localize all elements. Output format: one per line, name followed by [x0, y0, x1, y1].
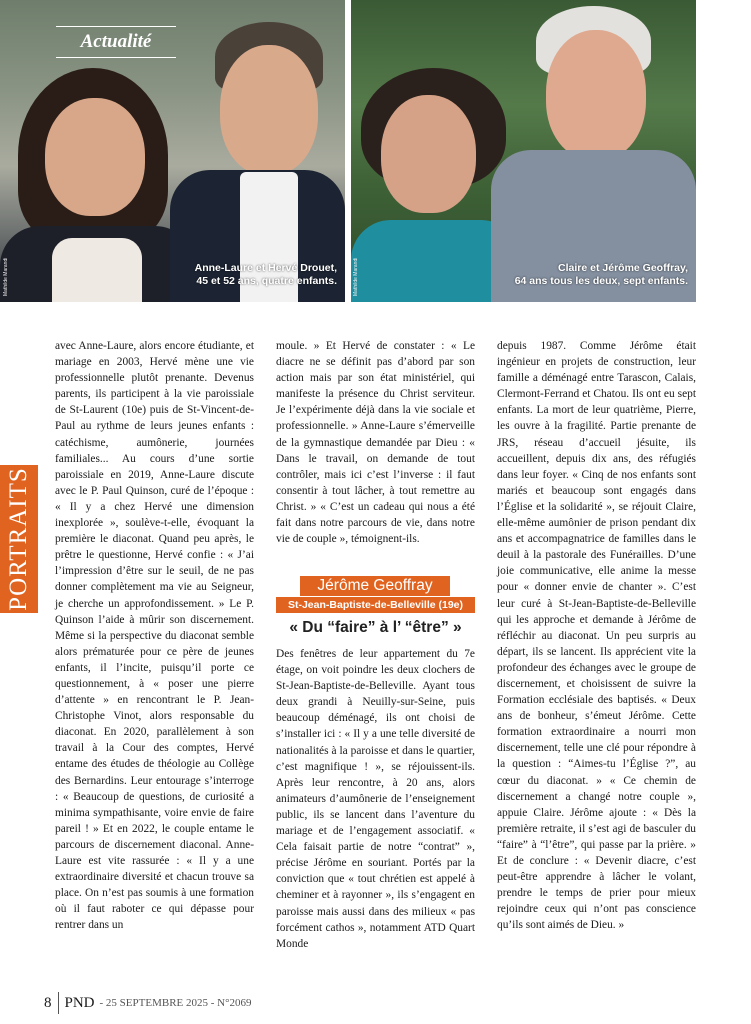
issue-info: - 25 SEPTEMBRE 2025 - N°2069: [99, 997, 252, 1009]
footer-divider: [58, 992, 59, 1014]
magazine-brand: PND: [64, 994, 95, 1011]
page-footer: [44, 992, 252, 1014]
photo-geoffray: [351, 0, 696, 302]
section-subhead: « Du “faire” à l’ “être” »: [289, 619, 462, 636]
photo-credit: Mathilde Marandi: [3, 257, 9, 296]
paragraph: avec Anne-Laure, alors encore étudiante, et mariage en 2003, Hervé mène une vie professionnelle plutôt prenante. Devenus parents, ils participent à la vie paroissiale de St-Laurent (10e) puis de St-Vincent-de-Paul au rythme de leurs jeunes enfants : catéchisme, aumônerie, journées familiales... Au cours d’une sortie paroissiale en 2019, Anne-Laure discute avec le P. Paul Quinson, curé de l’époque : « Il y a chez Hervé une dimension inexplorée », soulève-t-elle, évoquant la première le diaconat. Quand peu après, le prêtre le questionne, Hervé confie : « J’ai l’impression d’être sur le seuil, de ne pas donner complètement ma vie au Seigneur, je cherche un approfondissement. » Le P. Quinson l’aide à mûrir son discernement. Même si la perspective du diaconat semble alors prématurée pour ce père de jeunes enfants, il l’incite, puisqu’il porte ce questionnement, à « poser une pierre d’attente » en rencontrant le P. Jean-Christophe Vinot, alors responsable du diaconat. En 2020, parallèlement à son travail à la Cour des comptes, Hervé entame des études de théologie au Collège des Bernardins. Leur entourage s’interroge : « Beaucoup de questions, de curiosité a minima sympathisante, voire envie de faire pareil ! » Et en 2022, le couple entame le parcours de discernement diaconal. Anne-Laure est vite rassurée : « Il y a une extraordinaire diversité et chacun trouve sa place. On n’est pas soumis à une formation où il faut raboter ce qui dépasse pour rentrer dans un: [55, 340, 254, 932]
article-column-1: [55, 338, 254, 933]
article-column-2: [276, 338, 475, 547]
article-column-3: [497, 338, 696, 933]
rubric-text: Actualité: [80, 31, 152, 52]
photo-drouet: [0, 0, 345, 302]
profile-name-box: Jérôme Geoffray: [300, 576, 450, 596]
rubric-label: [56, 26, 176, 58]
person-jerome: [491, 0, 696, 302]
article-column-2-bottom: [276, 646, 475, 952]
person-herve: [170, 0, 345, 302]
paragraph: depuis 1987. Comme Jérôme était ingénieur en projets de construction, leur famille a déménagé entre Tarascon, Calais, Clermont-Ferrand et Chatou. Ils ont eu sept enfants. La mort de leur quatrième, Pierre, les ouvre à la fragilité. Partie prenante de JRS, réseau d’accueil jésuite, ils accueillent, depuis dix ans, des réfugiés dans leur foyer. « Cinq de nos enfants sont mariés et beaucoup sont engagés dans l’Église et la solidarité », se réjouit Claire, elle-même aumônier de prison pendant dix ans et accompagnatrice de familles dans le deuil à la pastorale des Funérailles. D’une joie communicative, elle anime la messe pour « donner envie de chanter ». C’est leur curé à St-Jean-Baptiste-de-Belleville qui les approche et demande à Jérôme de réfléchir au diaconat. Un peu surpris au départ, ils se lancent. Ils apprécient vite la profondeur des échanges avec le groupe de discernement, et choisissent de suivre la Formation ecclésiale des baptisés. « Deux ans de bonheur, s’émeut Jérôme. Cette formation extraordinaire a nourri mon discernement, telle une clé pour répondre à la question : “Aimes-tu l’Église ?”, au cœur du diaconat. » « Ce chemin de discernement a changé notre couple », appuie Claire. Jérôme ajoute : « Dès la première retraite, il s’est agi de basculer du “faire” à “l’être”, qui passe par la prière. » Et de conclure : « Devenir diacre, c’est peut-être apprendre à lâcher le volant, prendre le temps de prier pour mieux rejoindre ceux qui n’ont pas conscience qu’ils sont aimés de Dieu. »: [497, 340, 696, 932]
photo-caption-left: Anne-Laure et Hervé Drouet, 45 et 52 ans, quatre enfants.: [194, 262, 337, 287]
parish-box: St-Jean-Baptiste-de-Belleville (19e): [276, 597, 475, 613]
paragraph: moule. » Et Hervé de constater : « Le diacre ne se définit pas d’abord par son action mais par son état ministériel, qui manifeste la présence du Christ serviteur. Je l’expérimente déjà dans la vie sociale et professionnelle. » Anne-Laure s’émerveille de la gymnastique demandée par Dieu : « Dans le travail, on demande de tout contrôler, mais ici c’est l’inverse : il faut consentir à tout lâcher, à tout remettre au Christ. » « C’est un cadeau qui nous a été fait dans notre parcours de vie, dans notre vie de couple », témoignent-ils.: [276, 340, 475, 546]
page-number: 8: [44, 994, 52, 1011]
section-tab: [0, 465, 38, 613]
photo-credit: Mathilde Marandi: [353, 257, 359, 296]
paragraph: Des fenêtres de leur appartement du 7e étage, on voit poindre les deux clochers de St-Jean-Baptiste-de-Belleville. Ayant tous deux grandi à Neuilly-sur-Seine, puis beaucoup déménagé, ils ont choisi de s’installer ici : « Il y a une telle diversité de nationalités à la paroisse et dans le quartier, c’est magnifique ! », se réjouissent-ils. Après leur rencontre, à 20 ans, alors animateurs d’aumônerie de l’enseignement public, ils se lancent dans l’aventure du mariage et de l’engagement associatif. « Cela faisait partie de notre “contrat” », précise Jérôme en souriant. Portés par la conviction que « tout chrétien est appelé à cheminer et à rayonner », ils s’engagent en paroisse mais aussi dans des milieux « pas forcément cathos », notamment ATD Quart Monde: [276, 648, 475, 950]
photo-caption-right: Claire et Jérôme Geoffray, 64 ans tous les deux, sept enfants.: [514, 262, 688, 287]
section-tab-label: PORTRAITS: [5, 467, 33, 611]
